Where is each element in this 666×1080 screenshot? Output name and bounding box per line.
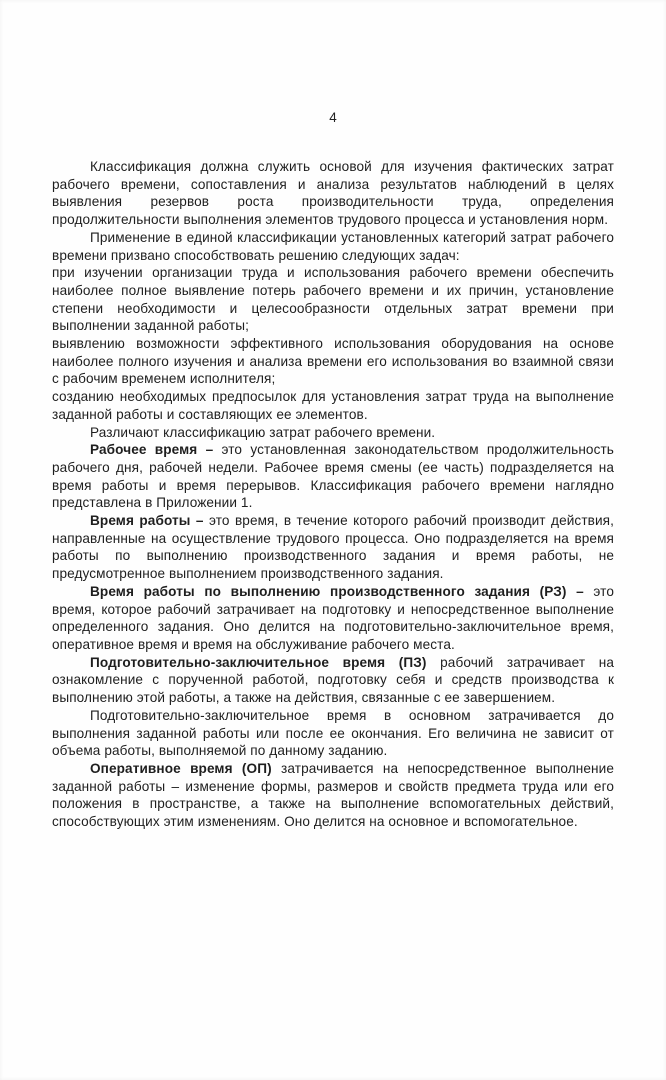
paragraph-text: это установленная законодательством продолжительность рабочего дня, рабочей недели. Рабочее время смены (ее часть) подразделяется на время работы и время перерывов. Классификация рабочего времени наглядно представлена в Приложении 1. [52, 442, 614, 511]
paragraph-text: это время, в течение которого рабочий производит действия, направленные на осуществление трудового процесса. Оно подразделяется на время работы по выполнению производственного задания и время работы, не предусмотренное выполнением производственного задания. [52, 513, 615, 582]
paragraph [52, 441, 614, 512]
paragraph [52, 707, 614, 760]
paragraph-text: Применение в единой классификации установленных категорий затрат рабочего времени призвано способствовать решению следующих задач: [52, 229, 614, 263]
term-bold: Рабочее время – [90, 442, 214, 458]
paragraph-text: Различают классификацию затрат рабочего времени. [90, 424, 436, 440]
paragraph [52, 264, 614, 335]
paragraph-text: Подготовительно-заключительное время в основном затрачивается до выполнения заданной работы или после ее окончания. Его величина не зависит от объема работы, выполняемой по данному заданию. [52, 707, 614, 759]
term-bold: Подготовительно-заключительное время (ПЗ) [90, 654, 427, 670]
paragraph [52, 512, 614, 583]
paragraph [52, 760, 614, 831]
paragraph [52, 229, 614, 264]
paragraph-text: выявлению возможности эффективного использования оборудования на основе наиболее полного изучения и анализа времени его использования во взаимной связи с рабочим временем исполнителя; [52, 336, 614, 387]
paragraph [52, 654, 614, 707]
page-number: 4 [329, 110, 337, 125]
paragraph [52, 424, 614, 442]
paragraph-text: созданию необходимых предпосылок для установления затрат труда на выполнение заданной работы и составляющих ее элементов. [52, 389, 614, 422]
term-bold: Время работы по выполнению производственного задания (РЗ) – [90, 583, 584, 599]
paragraph [52, 335, 614, 388]
paragraph-text: Классификация должна служить основой для изучения фактических затрат рабочего времени, сопоставления и анализа результатов наблюдений в целях выявления резервов роста производительности труда, определения продолжительности выполнения элементов трудового процесса и установления норм. [52, 159, 614, 228]
paragraph [52, 158, 614, 229]
paragraph [52, 583, 614, 654]
paragraph-text: рабочий затрачивает на ознакомление с порученной работой, подготовку себя и средств производства к выполнению этой работы, а также на действия, связанные с ее завершением. [52, 654, 614, 706]
paragraph-text: затрачивается на непосредственное выполнение заданной работы – изменение формы, размеров и свойств предмета труда или его положения в пространстве, а также на выполнение вспомогательных действий, способствующих этим изменениям. Оно делится на основное и вспомогательное. [52, 760, 614, 830]
paragraph-text: это время, которое рабочий затрачивает на подготовку и непосредственное выполнение определенного задания. Оно делится на подготовительно-заключительное время, оперативное время и время на обслуживание рабочего места. [52, 583, 614, 652]
document-body [52, 158, 614, 831]
term-bold: Время работы – [90, 513, 204, 529]
paragraph [52, 388, 614, 423]
paragraph-text: при изучении организации труда и использования рабочего времени обеспечить наиболее полное выявление потерь рабочего времени и их причин, установление степени необходимости и целесообразности отдельных затрат времени при выполнении заданной работы; [52, 265, 614, 334]
term-bold: Оперативное время (ОП) [90, 760, 272, 776]
